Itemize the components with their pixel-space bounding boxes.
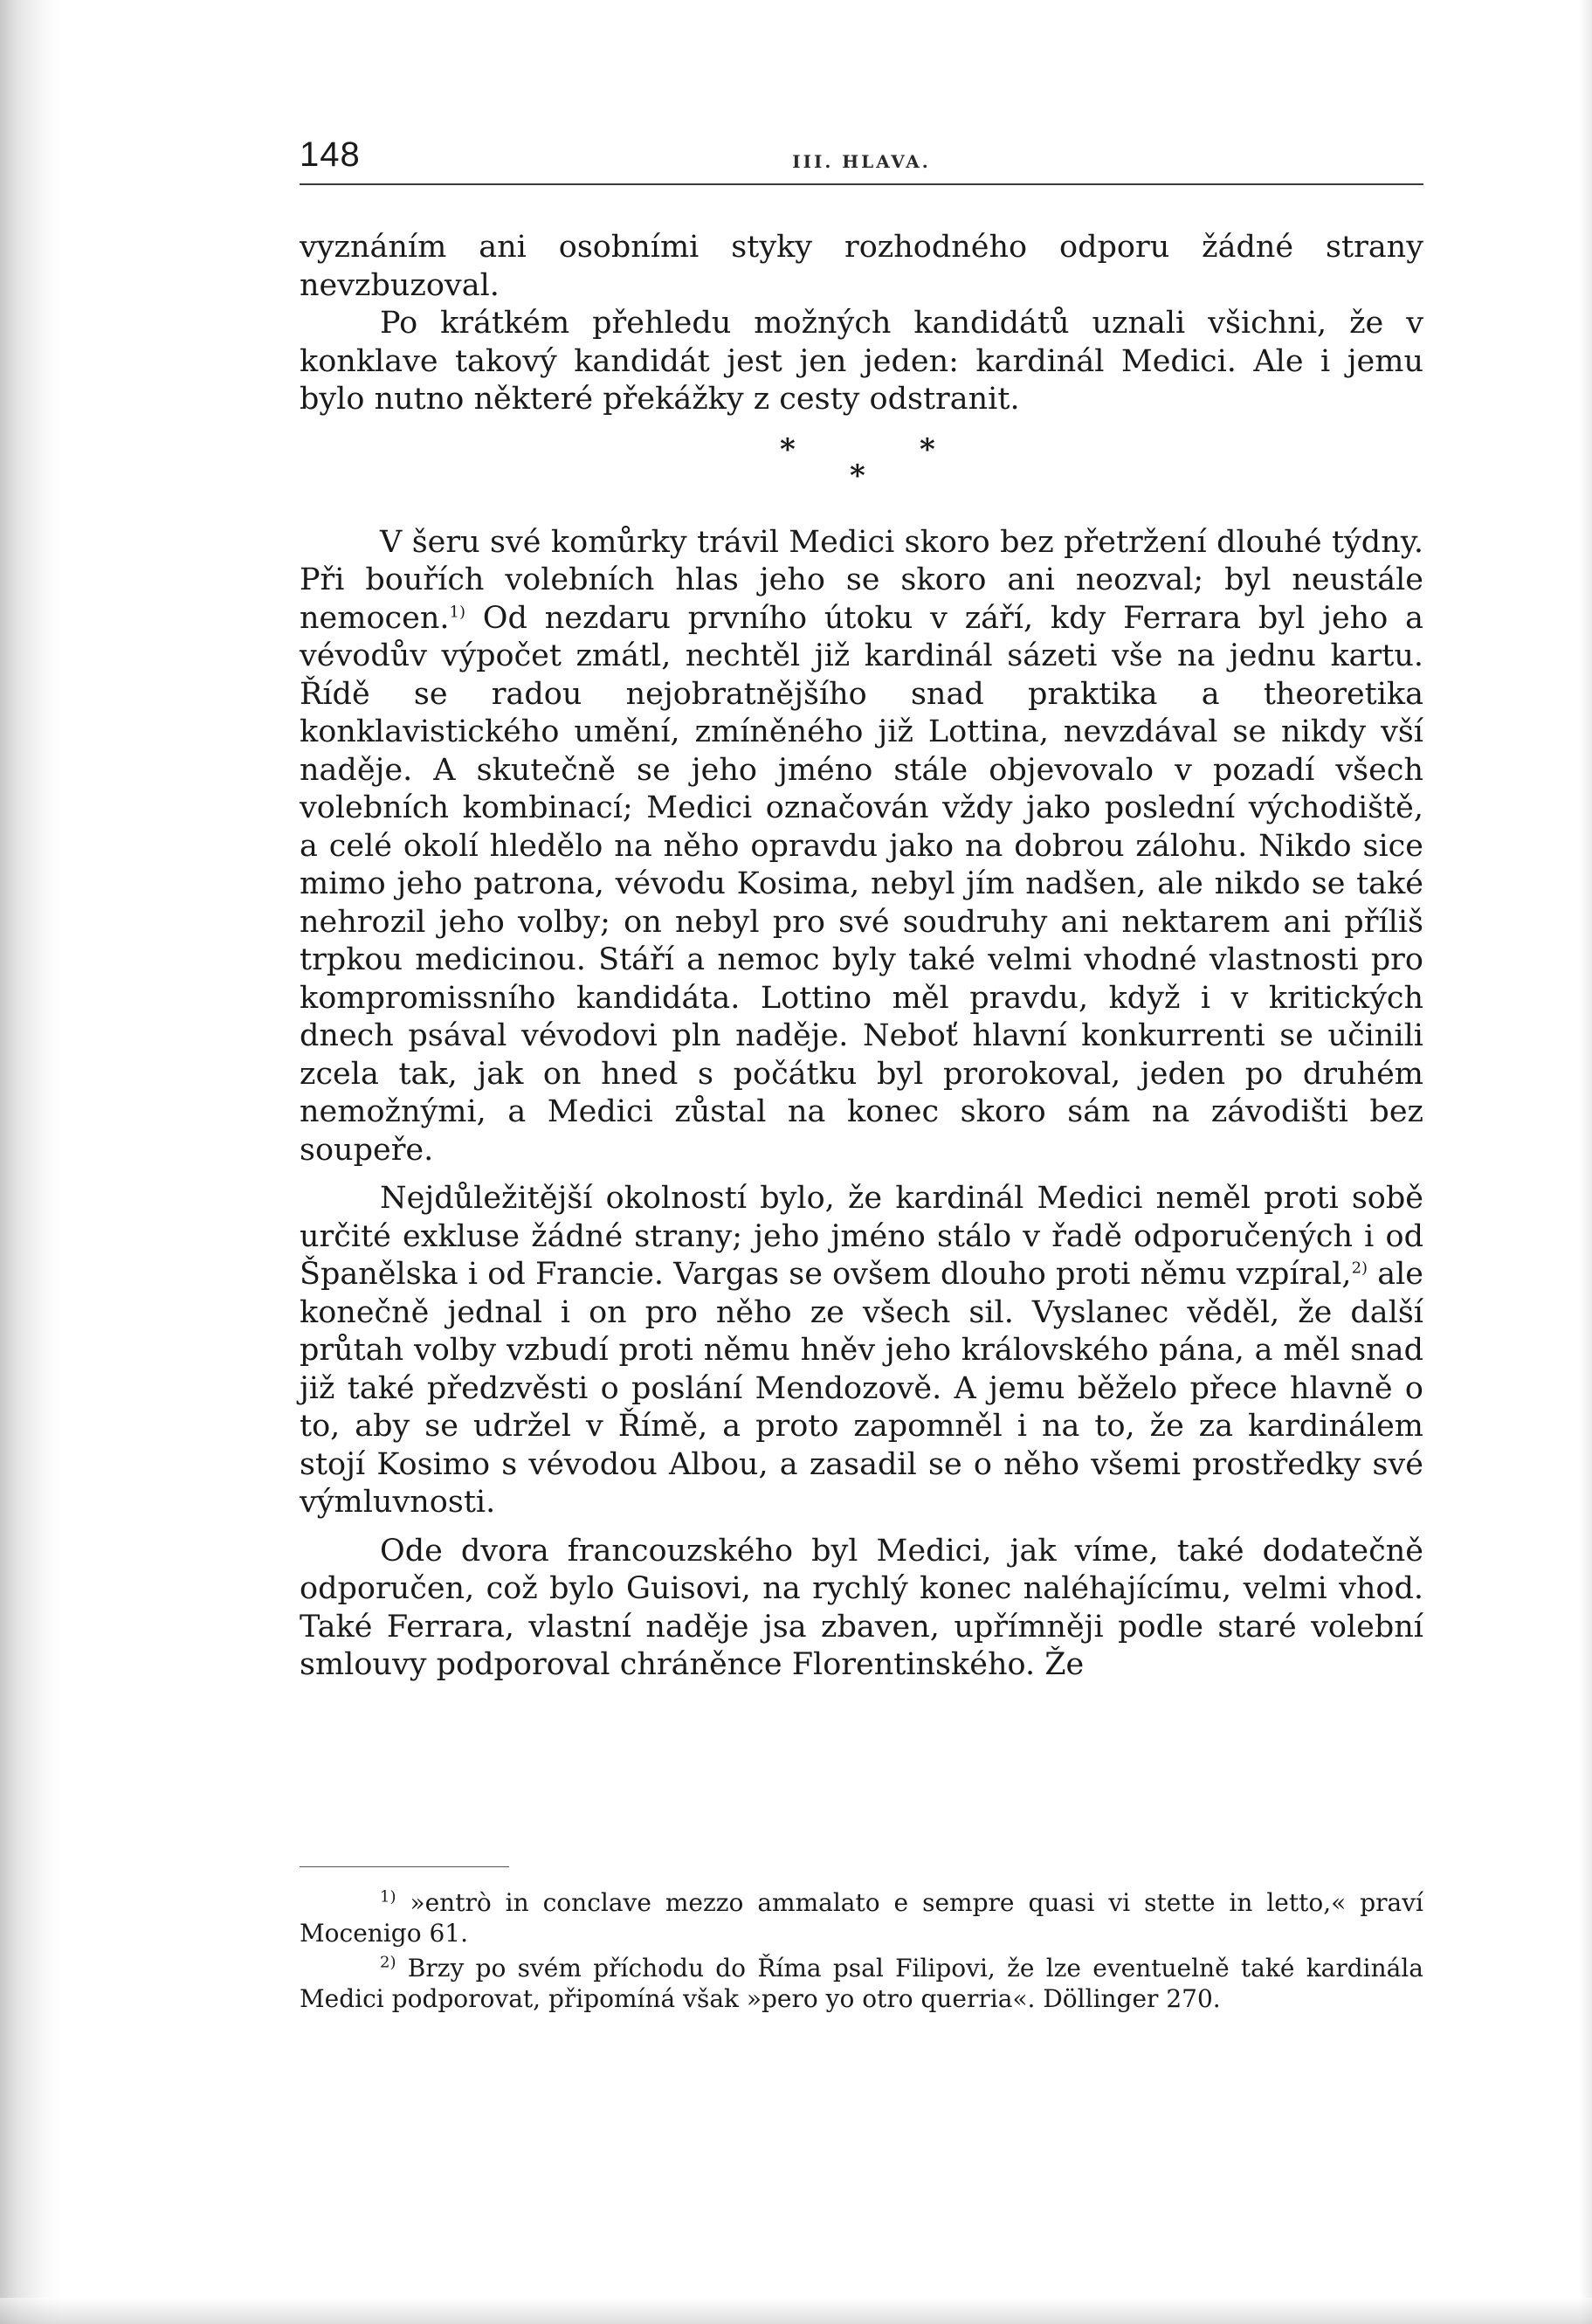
- footnote-2-text: Brzy po svém příchodu do Říma psal Filipovi, že lze eventuelně také kardinála Medici podporovat, připomíná však »pero yo otro querria«. Döllinger 270.: [300, 1954, 1423, 2013]
- paragraph-5: Ode dvora francouzského byl Medici, jak víme, také dodatečně odporučen, což bylo Guisovi, na rychlý konec naléhajícímu, velmi vhod. Také Ferrara, vlastní naděje jsa zbaven, upřímněji podle staré volební smlouvy podporoval chráněnce Florentinského. Že: [300, 1533, 1423, 1682]
- asterisk-mark: *: [780, 431, 796, 467]
- page-header: [300, 135, 1423, 188]
- section-break-asterism: [300, 419, 1423, 524]
- page-edge-shadow-left: [0, 0, 61, 2324]
- paragraph-2: Po krátkém přehledu možných kandidátů uznali všichni, že v konklave takový kandidát jest jen jeden: kardinál Medici. Ale i jemu bylo nutno některé překážky z cesty odstranit.: [300, 306, 1423, 417]
- footnote-2: [300, 1954, 1423, 2014]
- paragraph-4-text-a: Nejdůležitější okolností bylo, že kardinál Medici neměl proti sobě určité exkluse žádné strany; jeho jméno stálo v řadě odporučených i od Španělska i od Francie. Vargas se ovšem dlouho proti němu vzpíral,: [300, 1181, 1423, 1292]
- footnote-ref-2: 2): [1351, 1259, 1368, 1278]
- page-edge-shadow-bottom: [0, 2298, 1592, 2324]
- paragraph-1: vyznáním ani osobními styky rozhodného odporu žádné strany nevzbuzoval.: [300, 230, 1423, 303]
- asterisk-mark: *: [920, 431, 935, 467]
- paragraph-4: [300, 1180, 1423, 1522]
- paragraph-3-text-a: V šeru své komůrky trávil Medici skoro bez přetržení dlouhé týdny. Při bouřích volebních hlas jeho se skoro ani neozval; byl neustále nemocen.: [300, 524, 1423, 636]
- paragraph-4-text-b: ale konečně jednal i on pro něho ze všech sil. Vyslanec věděl, že další průtah volby vzbudí proti němu hněv jeho královského pána, a měl snad již také předzvěsti o poslání Mendozově. A jemu běželo přece hlavně o to, aby se udržel v Římě, a proto zapomněl i na to, že za kardinálem stojí Kosimo s vévodou Albou, a zasadil se o něho všemi prostředky své výmluvnosti.: [300, 1257, 1424, 1520]
- footnote-rule: [300, 1866, 509, 1867]
- footnote-1-text: »entrò in conclave mezzo ammalato e sempre quasi vi stette in letto,« praví Mocenigo 61.: [300, 1888, 1423, 1948]
- footnote-ref-1: 1): [449, 602, 465, 621]
- asterisk-mark: *: [850, 458, 865, 493]
- page-number: 148: [300, 135, 361, 174]
- paragraph-3-text-b: Od nezdaru prvního útoku v září, kdy Ferrara byl jeho a vévodův výpočet zmátl, nechtěl již kardinál sázeti vše na jednu kartu. Řídě se radou nejobratnějšího snad praktika a theoretika konklavistického umění, zmíněného již Lottina, nevzdával se nikdy vší naděje. A skutečně se jeho jméno stále objevovalo v pozadí všech volebních kombinací; Medici označován vždy jako poslední východiště, a celé okolí hledělo na něho opravdu jako na dobrou zálohu. Nikdo sice mimo jeho patrona, vévodu Kosima, nebyl jím nadšen, ale nikdo se také nehrozil jeho volby; on nebyl pro své soudruhy ani nektarem ani příliš trpkou medicinou. Stáří a nemoc byly také velmi vhodné vlastnosti pro kompromissního kandidáta. Lottino měl pravdu, když i v kritických dnech psával vévodovi pln naděje. Neboť hlavní konkurrenti se učinili zcela tak, jak on hned s počátku byl prorokoval, jeden po druhém nemožnými, a Medici zůstal na konec skoro sám na závodišti bez soupeře.: [300, 600, 1423, 1168]
- footnotes: [300, 1888, 1423, 2014]
- paragraph-3: [300, 524, 1423, 1170]
- footnote-1-mark: 1): [380, 1887, 396, 1907]
- header-rule: [300, 183, 1423, 185]
- running-head: III. HLAVA.: [792, 151, 931, 172]
- page-edge-shadow-right: [1580, 0, 1592, 2324]
- body-text: [300, 229, 1423, 1685]
- footnote-1: [300, 1888, 1423, 1948]
- footnote-2-mark: 2): [380, 1953, 396, 1972]
